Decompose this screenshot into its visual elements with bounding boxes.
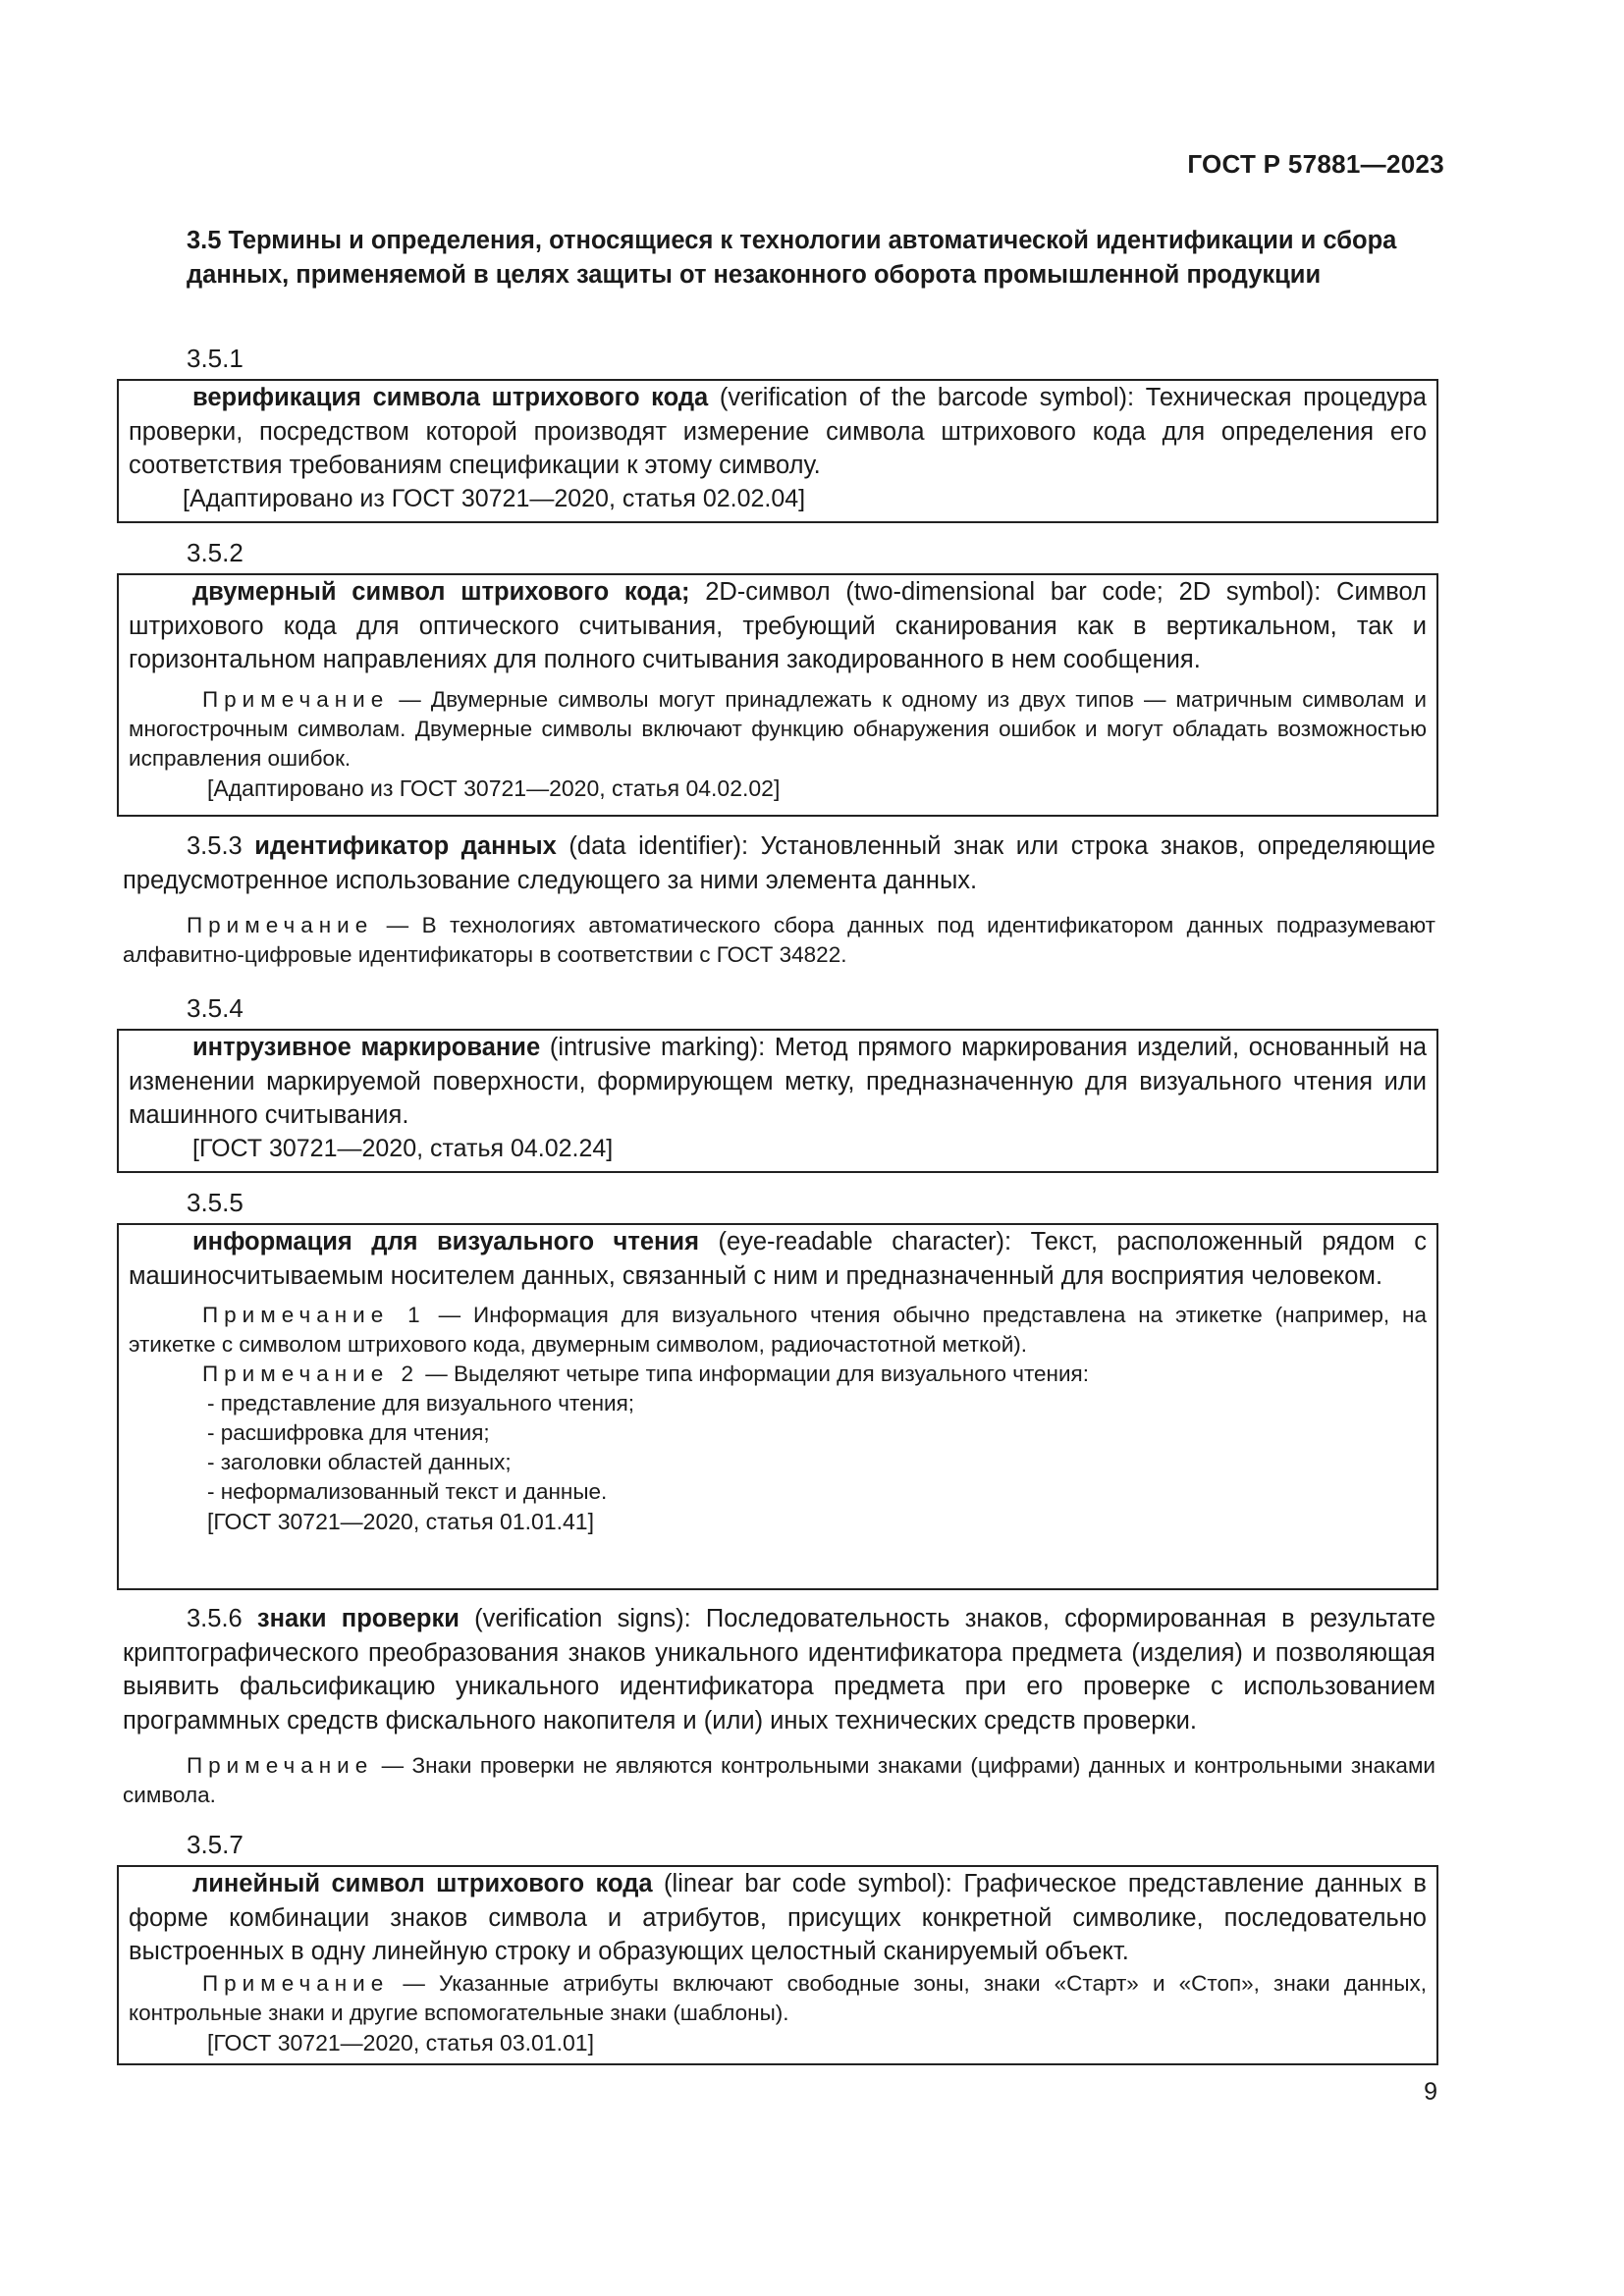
term-number-3-5-7: 3.5.7 [187,1830,244,1859]
term-name: интрузивное маркирование [192,1034,541,1061]
term-3-5-6 [123,1602,1435,1810]
term-text: (verification of the barcode symbol): Техническая процедура проверки, посредством которой производят измерение символа штрихового кода для определения его соответствия требованиям спецификации к этому символу. [129,384,1427,479]
term-text: (eye-readable character): Текст, расположенный рядом с машиносчитываемым носителем данных, связанный с ним и предназначенный для восприятия человеком. [129,1228,1427,1290]
term-number: 3.5.3 [187,832,255,860]
term-number-3-5-2: 3.5.2 [187,538,244,567]
term-source: [ГОСТ 30721—2020, статья 01.01.41] [207,1509,594,1534]
section-heading: 3.5 Термины и определения, относящиеся к технологии автоматической идентификации и сбора данных, применяемой в целях защиты от незаконного оборота промышленной продукции [187,227,1397,289]
term-number-3-5-1: 3.5.1 [187,344,244,373]
term-name: двумерный символ штрихового кода; [192,578,690,606]
standard-code: ГОСТ Р 57881—2023 [1187,149,1444,179]
term-text: (linear bar code symbol): Графическое представление данных в форме комбинации знаков символа и атрибутов, присущих конкретной символике, последовательно выстроенных в одну линейную строку и образующих целостный сканируемый объект. [129,1870,1427,1965]
note-label: Примечание [202,686,390,712]
term-name: идентификатор данных [254,832,557,860]
term-source: [ГОСТ 30721—2020, статья 04.02.24] [192,1134,614,1162]
term-box-3-5-4 [117,1029,1438,1173]
note-label: Примечание 1 [202,1303,426,1327]
term-text: (verification signs): Последовательность знаков, сформированная в результате криптографического преобразования знаков уникального идентификатора предмета (изделия) и позволяющая выявить фальсификацию уникального идентификатора предмета при его проверке с использованием программных средств фискального накопителя и (или) иных технических средств проверки. [123,1605,1435,1735]
term-text: (data identifier): Установленный знак или строка знаков, определяющие предусмотренное использование следующего за ними элемента данных. [123,832,1435,894]
term-note-1 [129,1301,1427,1360]
term-definition [123,829,1435,897]
term-number: 3.5.6 [187,1605,257,1632]
list-item: - представление для визуального чтения; [207,1391,635,1415]
term-box-3-5-1 [117,379,1438,523]
term-text: 2D-символ (two-dimensional bar code; 2D symbol): Символ штрихового кода для оптического считывания, требующий сканирования как в вертикальном, так и горизонтальном направлениях для полного считывания закодированного в нем сообщения. [129,578,1427,673]
term-note [129,685,1427,774]
term-note [123,911,1435,970]
note-text: — Выделяют четыре типа информации для визуального чтения: [419,1362,1089,1386]
page-number: 9 [1424,2078,1437,2106]
term-note-2 [129,1360,1427,1389]
note-label: Примечание 2 [202,1362,419,1386]
list-item: - неформализованный текст и данные. [207,1479,608,1504]
term-note [123,1751,1435,1810]
term-number-3-5-5: 3.5.5 [187,1188,244,1217]
term-name: верификация символа штрихового кода [192,384,709,411]
note-text: — Информация для визуального чтения обычно представлена на этикетке (например, на этикетке с символом штрихового кода, двумерным символом, радиочастотной меткой). [129,1303,1427,1357]
note-text: — Двумерные символы могут принадлежать к одному из двух типов — матричным символам и многострочным символам. Двумерные символы включают функцию обнаружения ошибок и могут обладать возможностью исправления ошибок. [129,686,1427,771]
term-note [129,1969,1427,2028]
term-definition [129,1031,1427,1133]
term-number-3-5-4: 3.5.4 [187,993,244,1023]
note-text: — Указанные атрибуты включают свободные зоны, знаки «Старт» и «Стоп», знаки данных, контрольные знаки и другие вспомогательные знаки (шаблоны). [129,1970,1427,2025]
list-item: - расшифровка для чтения; [207,1420,490,1445]
term-name: информация для визуального чтения [192,1228,699,1255]
term-source: [ГОСТ 30721—2020, статья 03.01.01] [207,2029,594,2056]
note-label: Примечание [187,913,374,937]
term-box-3-5-5 [117,1223,1438,1590]
term-name: знаки проверки [256,1605,460,1632]
term-name: линейный символ штрихового кода [192,1870,653,1897]
note-text: — Знаки проверки не являются контрольными знаками (цифрами) данных и контрольными знаками символа. [123,1753,1435,1807]
term-source: [Адаптировано из ГОСТ 30721—2020, статья 04.02.02] [207,774,781,801]
term-3-5-3 [123,829,1435,970]
term-box-3-5-2 [117,573,1438,817]
list-item: - заголовки областей данных; [207,1450,512,1474]
term-text: (intrusive marking): Метод прямого маркирования изделий, основанный на изменении маркируемой поверхности, формирующем метку, предназначенную для визуального чтения или машинного считывания. [129,1034,1427,1129]
term-source: [Адаптировано из ГОСТ 30721—2020, статья 02.02.04] [183,484,806,512]
term-definition [129,575,1427,677]
term-definition [129,1867,1427,1969]
term-definition [123,1602,1435,1737]
term-definition [129,1225,1427,1293]
note-label: Примечание [187,1753,374,1778]
note-label: Примечание [202,1970,390,1996]
note-text: — В технологиях автоматического сбора данных под идентификатором данных подразумевают алфавитно-цифровые идентификаторы в соответствии с ГОСТ 34822. [123,913,1435,967]
term-box-3-5-7 [117,1865,1438,2065]
term-definition [129,381,1427,483]
